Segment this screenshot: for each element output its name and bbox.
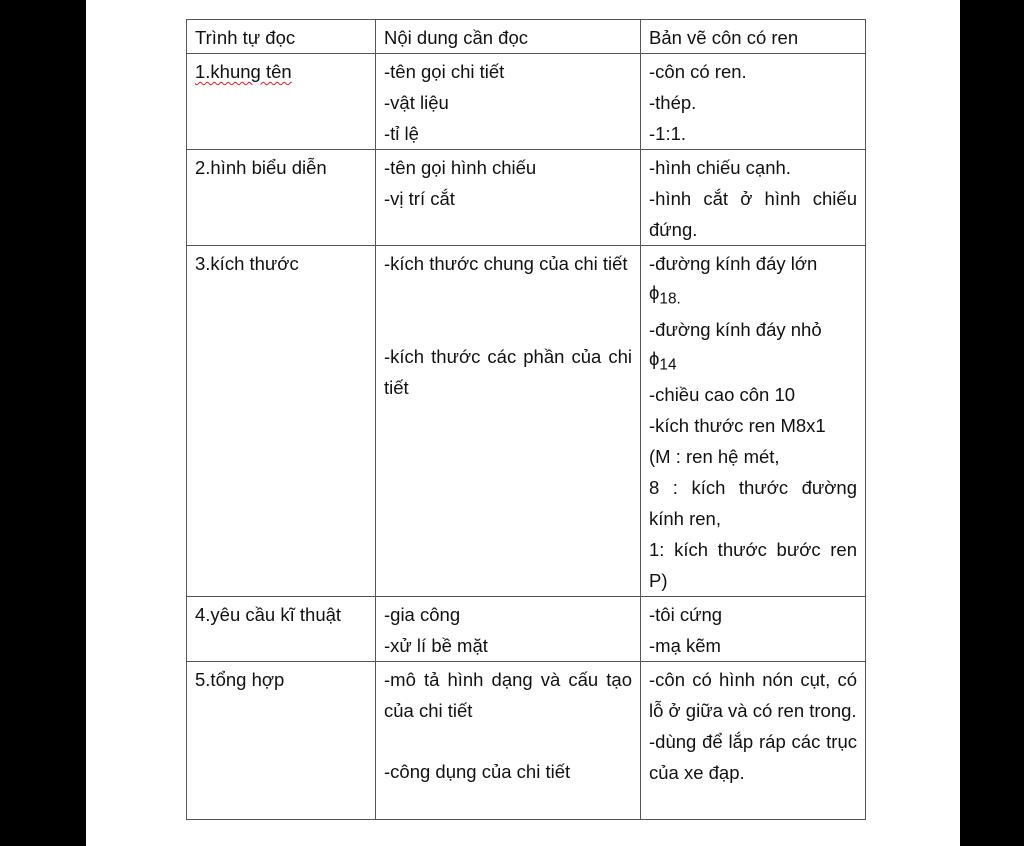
table-row (187, 662, 866, 820)
content-cell: -gia công -xử lí bề mặt (376, 597, 641, 662)
phi-symbol: ϕ (649, 347, 660, 369)
phi-symbol: ϕ (649, 282, 660, 303)
content-cell: -kích thước chung của chi tiết -kích thước các phần của chi tiết (376, 246, 641, 597)
table-row (187, 54, 866, 150)
table-row (187, 150, 866, 246)
table-header-row (187, 20, 866, 54)
drawing-cell: -hình chiếu cạnh. -hình cắt ở hình chiếu đứng. (641, 150, 866, 246)
step-cell: 3.kích thước (187, 246, 376, 597)
header-cell: Nội dung cần đọc (376, 20, 641, 54)
step-cell: 2.hình biểu diễn (187, 150, 376, 246)
reading-order-table (186, 19, 866, 820)
document-page (86, 0, 960, 846)
step-cell: 5.tổng hợp (187, 662, 376, 820)
drawing-cell: -đường kính đáy lớn $\phi_{18.}$ -đường kính đáy nhỏ $\phi_{14}$ -chiều cao côn 10 -kích thước ren M8x1 (M : ren hệ mét, 8 : kích thước đường kính ren, 1: kích thước bước ren P) (641, 246, 866, 597)
table-row (187, 246, 866, 597)
step-cell: 4.yêu cầu kĩ thuật (187, 597, 376, 662)
drawing-cell: -tôi cứng -mạ kẽm (641, 597, 866, 662)
table-row (187, 597, 866, 662)
header-cell: Bản vẽ côn có ren (641, 20, 866, 54)
content-cell: -mô tả hình dạng và cấu tạo của chi tiết -công dụng của chi tiết (376, 662, 641, 820)
content-cell: -tên gọi chi tiết -vật liệu -tỉ lệ (376, 54, 641, 150)
step-cell: 1.khung tên (187, 54, 376, 150)
drawing-cell: -côn có hình nón cụt, có lỗ ở giữa và có ren trong. -dùng để lắp ráp các trục của xe đạp. (641, 662, 866, 820)
drawing-cell: -côn có ren. -thép. -1:1. (641, 54, 866, 150)
header-cell: Trình tự đọc (187, 20, 376, 54)
content-cell: -tên gọi hình chiếu -vị trí cắt (376, 150, 641, 246)
